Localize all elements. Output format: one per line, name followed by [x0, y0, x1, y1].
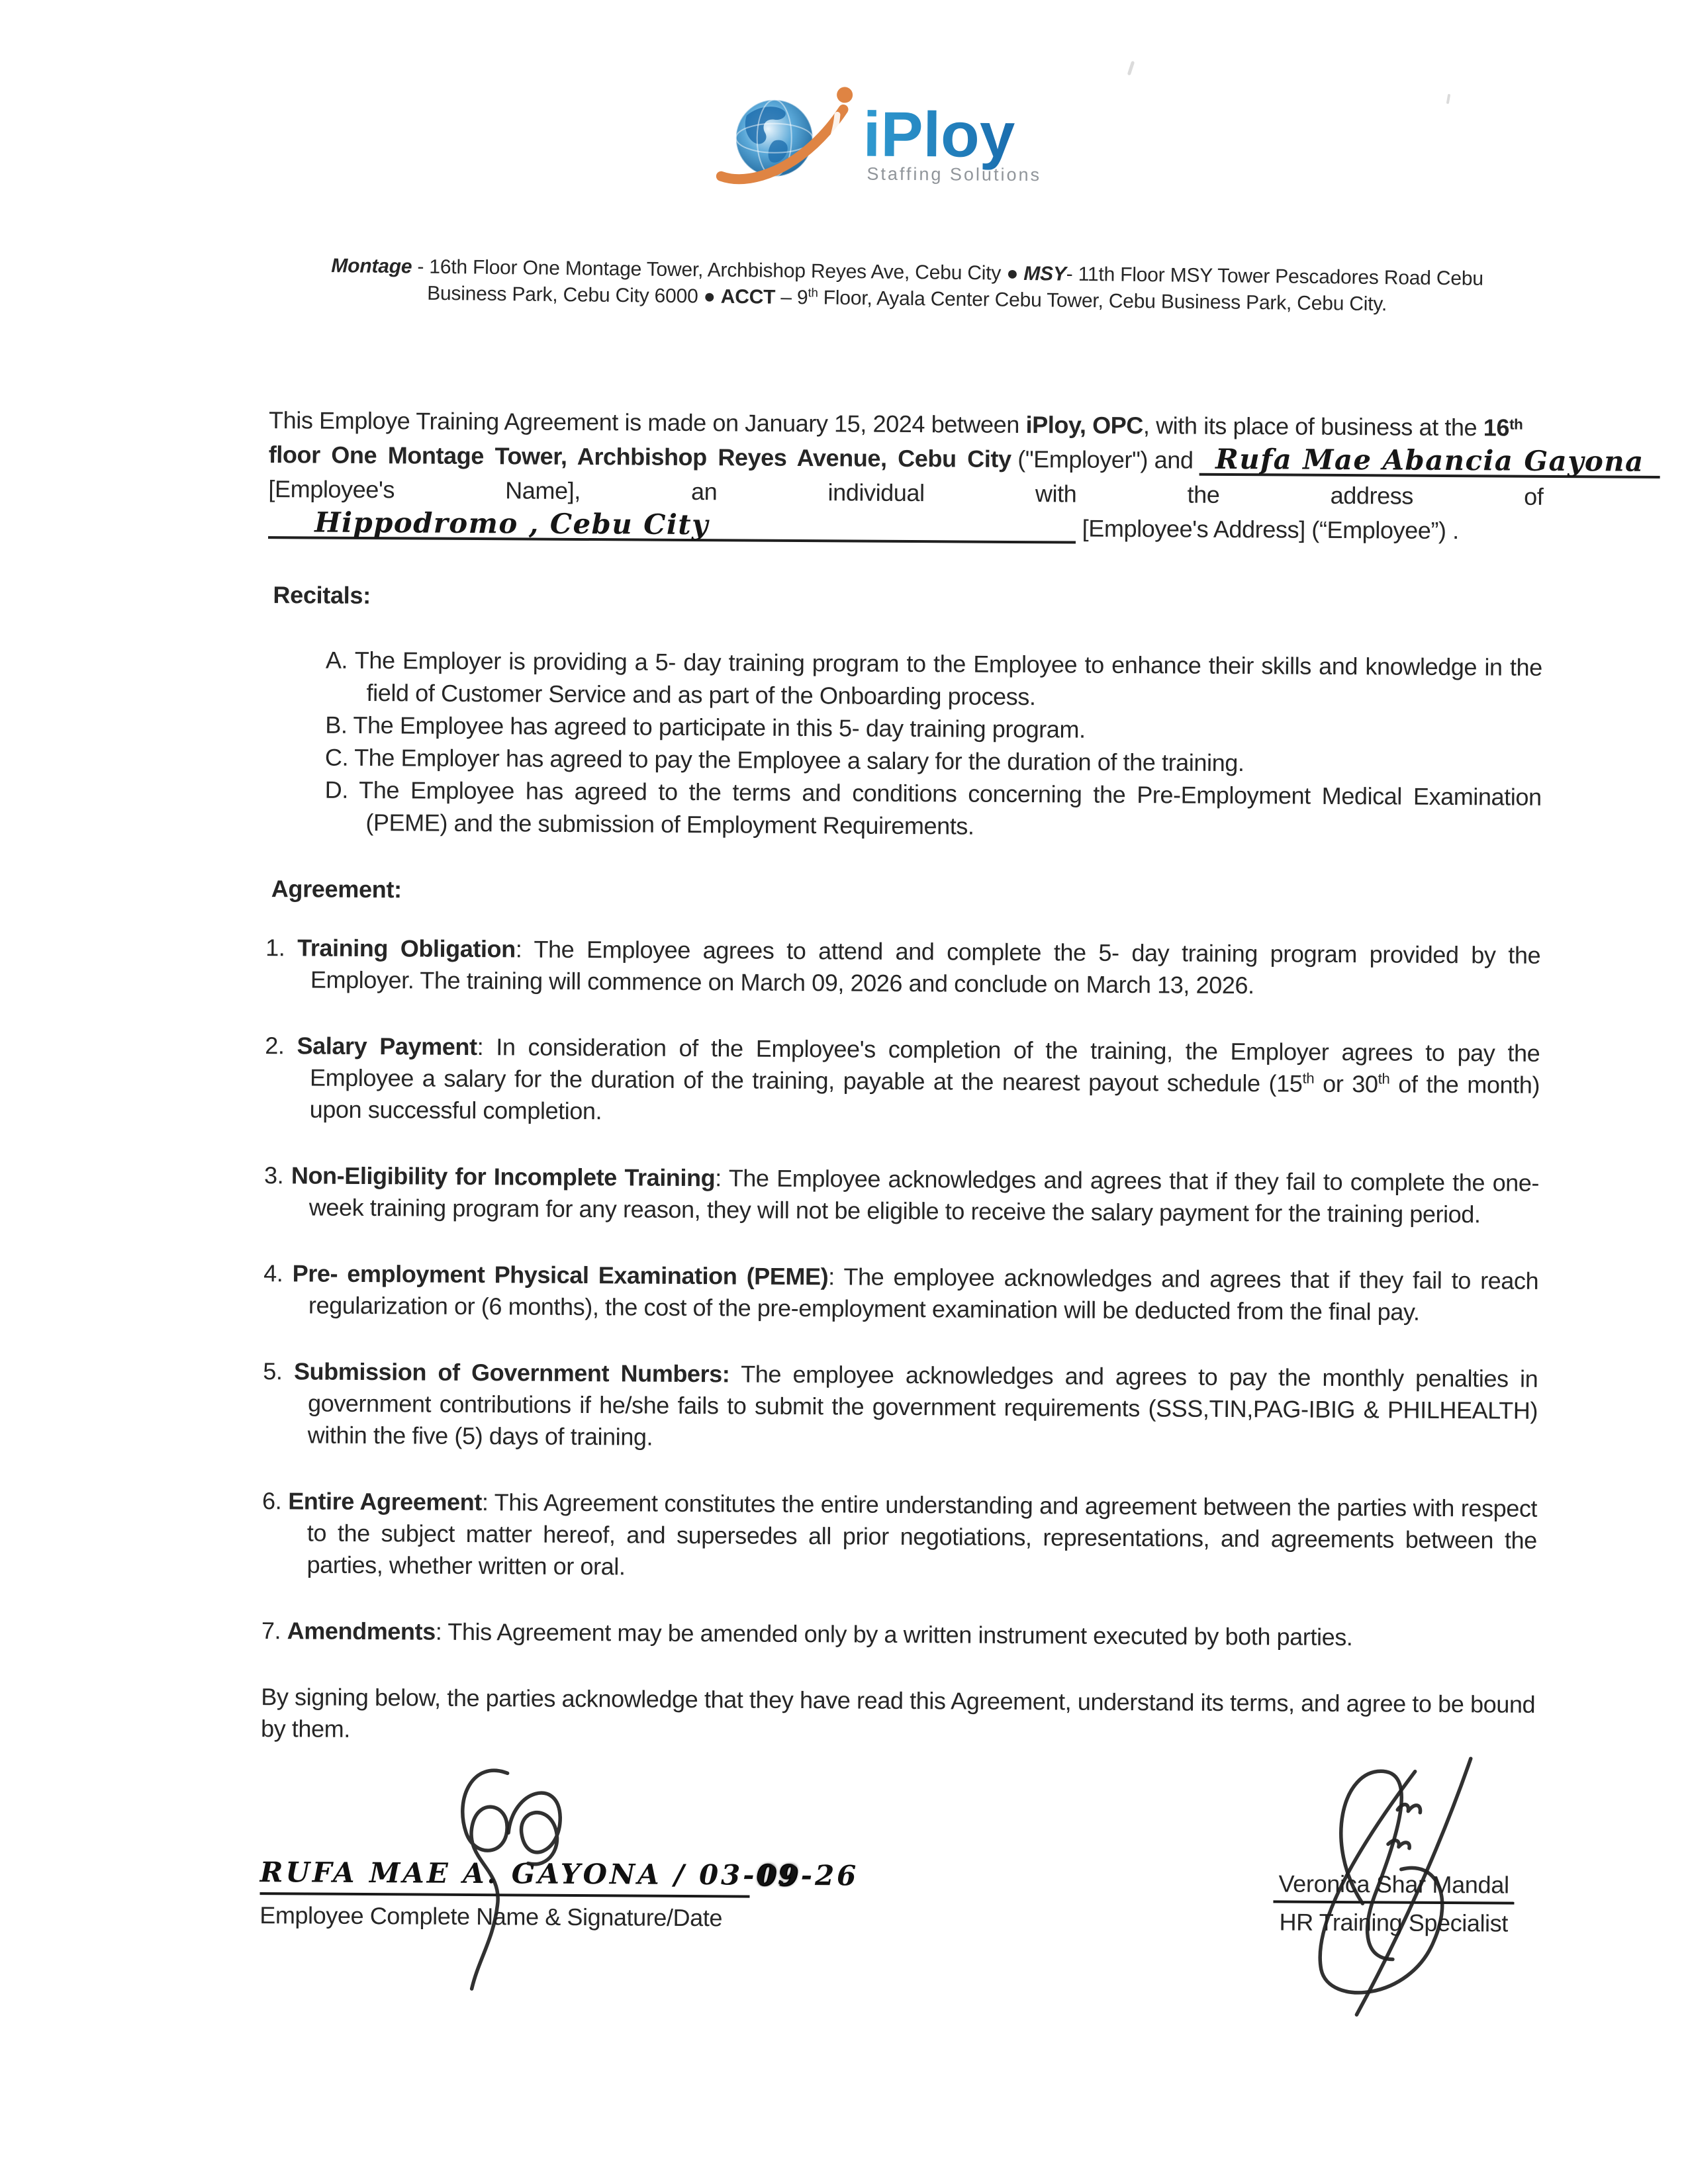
- recitals-list: [266, 643, 1542, 846]
- hr-signature-block: [1238, 1870, 1550, 1938]
- logo-tagline-text: Staffing Solutions: [867, 163, 1042, 185]
- company-logo: [696, 77, 1120, 197]
- intro-line-3: [Employee's Name], an individual with the address of: [268, 475, 1544, 510]
- recital-label: B.: [325, 711, 348, 739]
- recital-label: C.: [324, 743, 349, 771]
- recital-text: The Employer is providing a 5- day training program to the Employee to enhance their skills and knowledge in the field of Customer Service and as part of the Onboarding process.: [354, 646, 1542, 711]
- agreement-item-salary-payment: 2. Salary Payment: In consideration of the Employee's completion of the training, the Employer agrees to pay the Employee a salary for the duration of the training, payable at the nearest payout schedule (15th or 30th of the month) upon successful completion.: [265, 1032, 1540, 1125]
- signature-section: [259, 1792, 1536, 2105]
- recital-text: The Employee has agreed to the terms and conditions concerning the Pre-Employment Medical Examination (PEME) and the submission of Employment Requirements.: [359, 776, 1542, 840]
- intro-line-1: This Employe Training Agreement is made on January 15, 2024 between iPloy, OPC , with its place of business at the 16 th: [268, 406, 1523, 441]
- recital-text: The Employee has agreed to participate in this 5- day training program.: [353, 711, 1086, 743]
- agreement-item-government-numbers: 5. Submission of Government Numbers: The employee acknowledges and agrees to pay the monthly penalties in government contributions if he/she fails to submit the government requirements (SSS,TIN,PAG-IBIG & PHILHEALTH) within the five (5) days of training.: [263, 1357, 1538, 1451]
- recital-label: D.: [324, 776, 349, 803]
- recital-text: The Employer has agreed to pay the Employee a salary for the duration of the training.: [354, 743, 1244, 777]
- recitals-heading: Recitals:: [273, 581, 371, 610]
- intro-line-2-employee-name-fill: floor One Montage Tower, Archbishop Reyes Avenue, Cebu City ("Employer") and Rufa Mae Abancia Gayona: [269, 441, 1544, 483]
- agreement-item-entire-agreement: 6. Entire Agreement: This Agreement constitutes the entire understanding and agreement between the parties with respect to the subject matter hereof, and supersedes all prior negotiations, representations, and agreements between the parties, whether written or oral.: [262, 1487, 1538, 1580]
- recital-item: [266, 773, 1542, 846]
- document-content: [259, 0, 1644, 2105]
- hr-signatory-name: Veronica Shar Mandal: [1273, 1870, 1515, 1904]
- employee-signature-block: [259, 1856, 859, 1933]
- agreement-list: [261, 932, 1541, 1655]
- agreement-item-non-eligibility: 3. Non-Eligibility for Incomplete Training: The Employee acknowledges and agrees that if they fail to complete the one-week training program for any reason, they will not be eligible to receive the salary payment for the training period.: [264, 1161, 1540, 1228]
- recital-label: A.: [325, 646, 348, 674]
- agreement-item-amendments: 7. Amendments: This Agreement may be amended only by a written instrument executed by both parties.: [261, 1617, 1353, 1651]
- logo-brand-text: iPloy: [863, 99, 1015, 171]
- agreement-heading: Agreement:: [271, 875, 402, 903]
- recital-item: [267, 643, 1542, 716]
- employee-signature-label: Employee Complete Name & Signature/Date: [259, 1901, 723, 1932]
- globe-icon: [735, 99, 813, 177]
- employee-name-date-line: RUFA MAE A. GAYONA / 03-09-26: [259, 1856, 749, 1898]
- agreement-item-training-obligation: 1. Training Obligation: The Employee agrees to attend and complete the 5- day training program provided by the Employer. The training will commence on March 09, 2026 and conclude on March 13, 2026.: [265, 934, 1541, 999]
- office-address-line: Montage - 16th Floor One Montage Tower, Archbishop Reyes Ave, Cebu City ● MSY- 11th Floor MSY Tower Pescadores Road Cebu Business Park, Cebu City 6000 ● ACCT – 9th Floor, Ayala Center Cebu Tower, Cebu Business Park, Cebu City.: [331, 255, 1489, 316]
- closing-paragraph: By signing below, the parties acknowledge that they have read this Agreement, understand its terms, and agree to be bound by them.: [260, 1683, 1536, 1743]
- agreement-item-peme: 4. Pre- employment Physical Examination (PEME): The employee acknowledges and agrees that if they fail to reach regularization or (6 months), the cost of the pre-employment examination will be deducted from the final pay.: [263, 1259, 1539, 1326]
- hr-signatory-title: HR Training Specialist: [1279, 1908, 1509, 1937]
- intro-line-4-employee-address-fill: Hippodromo , Cebu City [Employee's Address] (“Employee”) .: [268, 510, 1543, 552]
- intro-paragraph: [268, 406, 1644, 552]
- iploy-logo-graphic: [696, 77, 1120, 197]
